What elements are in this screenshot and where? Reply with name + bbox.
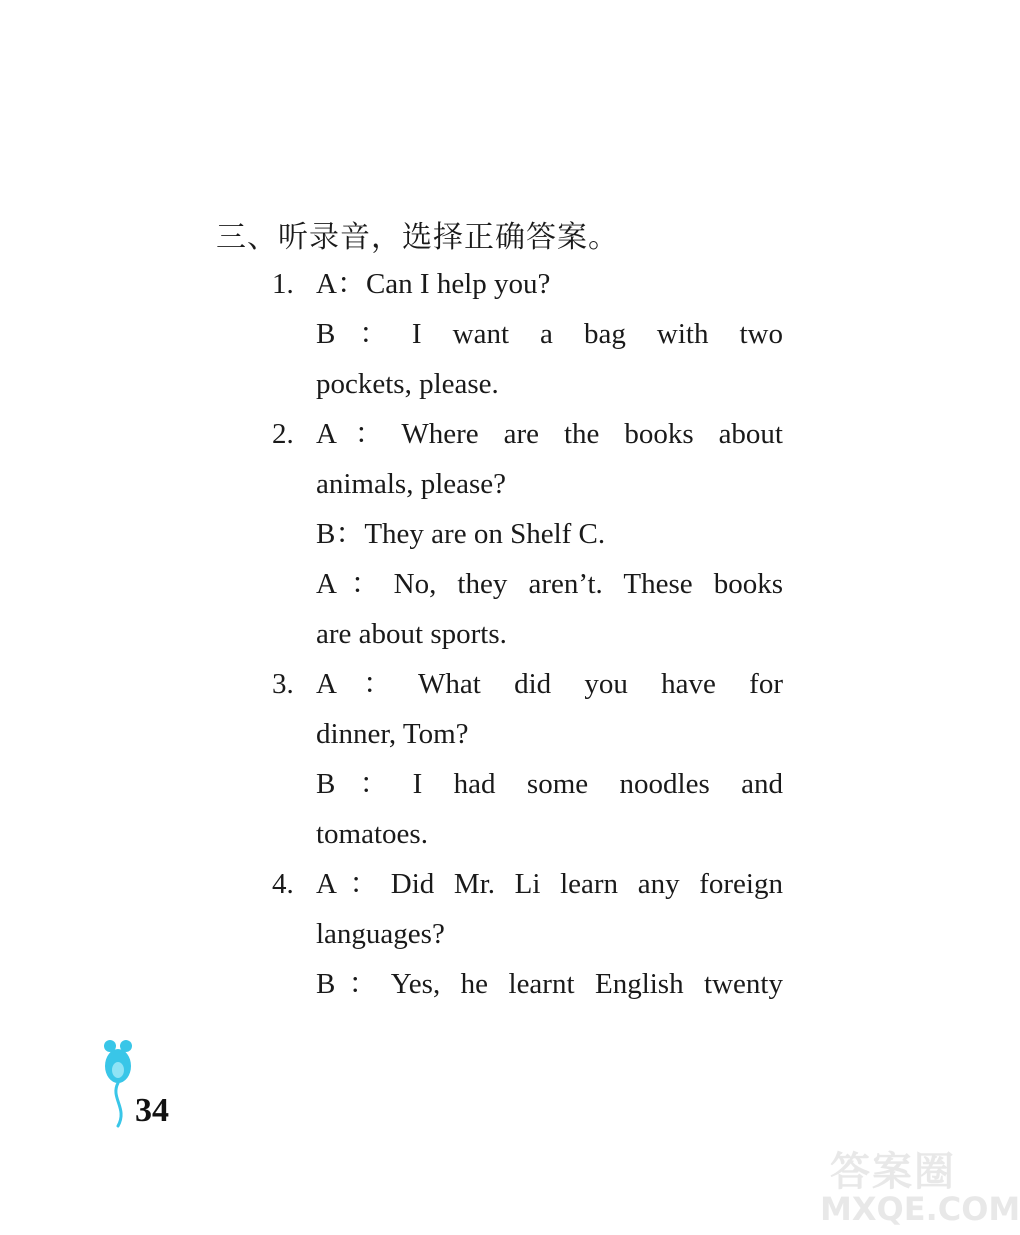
dialogue-line: are about sports. — [316, 618, 507, 650]
item-number: 1. — [272, 268, 294, 300]
watermark-logo: 答案圈 — [830, 1149, 956, 1195]
item-number: 3. — [272, 668, 294, 700]
dialogue-line: tomatoes. — [316, 818, 428, 850]
dialogue-line: A：Did Mr. Li learn any foreign — [316, 868, 783, 900]
dialogue-line: A：No, they aren’t. These books — [316, 568, 783, 600]
section-title: 三、听录音，选择正确答案。 — [216, 220, 619, 255]
dialogue-line: dinner, Tom? — [316, 718, 469, 750]
dialogue-line: animals, please? — [316, 468, 507, 500]
dialogue-line: A：Can I help you? — [316, 268, 551, 300]
dialogue-line: B：I had some noodles and — [316, 768, 783, 800]
dialogue-line: B：Yes, he learnt English twenty — [316, 968, 783, 1000]
dialogue-line: A：What did you have for — [316, 668, 783, 700]
dialogue-line: pockets, please. — [316, 368, 499, 400]
watermark — [820, 1140, 1020, 1232]
watermark-site: MXQE.COM — [820, 1190, 1020, 1228]
dialogue-line: languages? — [316, 918, 445, 950]
mouse-mascot-icon — [98, 1036, 138, 1136]
dialogue-line: B：They are on Shelf C. — [316, 518, 606, 550]
item-number: 2. — [272, 418, 294, 450]
page-number: 34 — [135, 1092, 169, 1129]
dialogue-line: A：Where are the books about — [316, 418, 783, 450]
dialogue-line: B：I want a bag with two — [316, 318, 783, 350]
item-number: 4. — [272, 868, 294, 900]
